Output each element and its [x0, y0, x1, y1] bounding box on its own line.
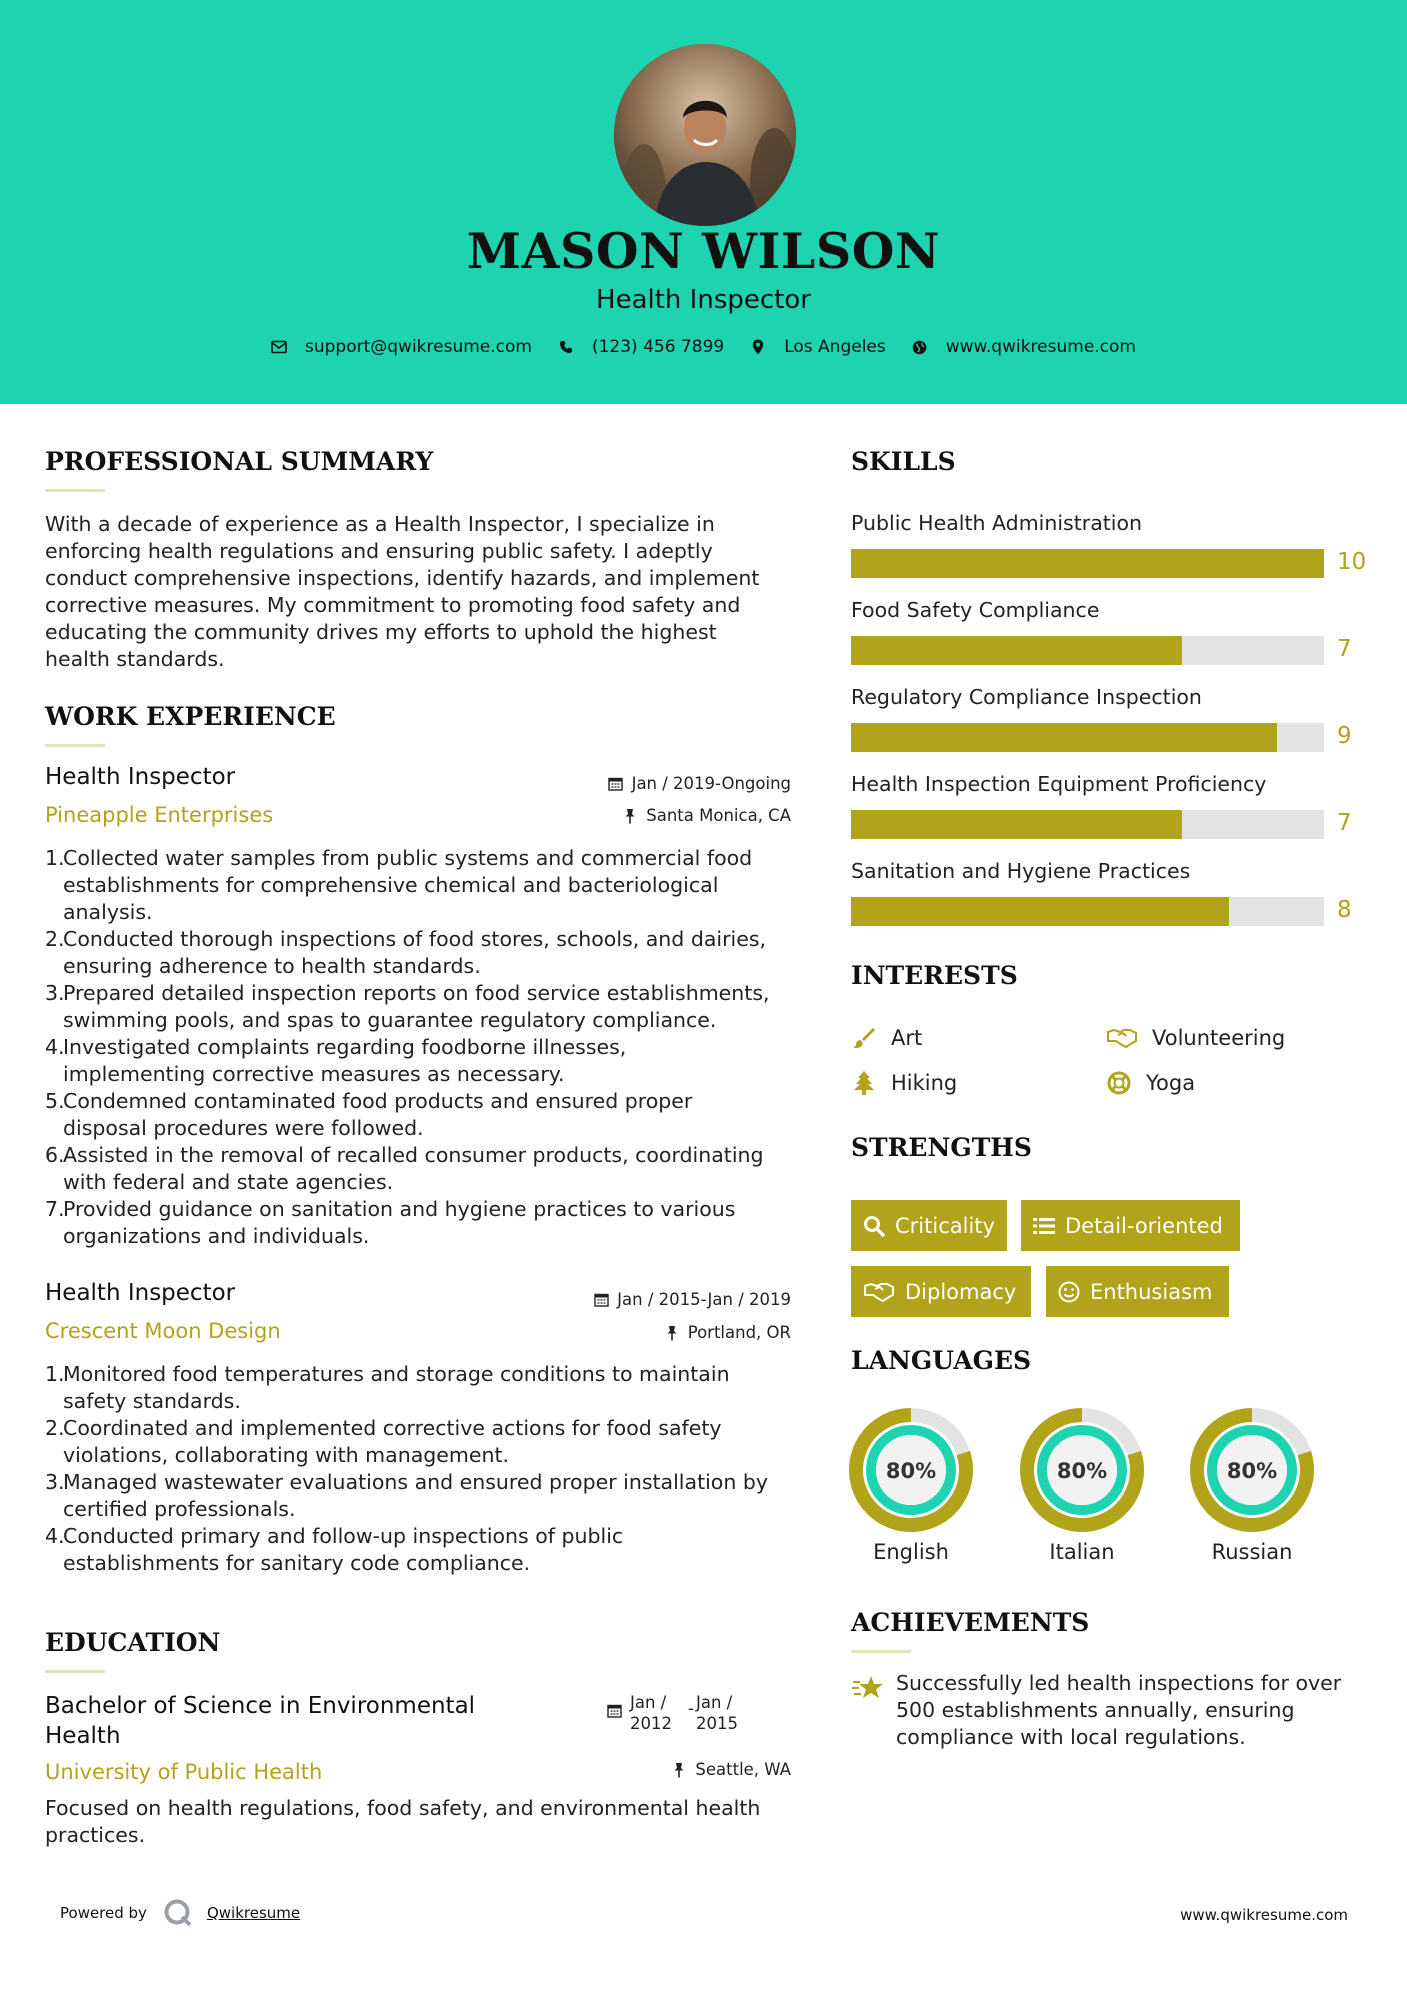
education-location-text: Seattle, WA — [695, 1760, 791, 1779]
achievement-text: Successfully led health inspections for over 500 establishments annually, ensuring compliance with local regulations. — [896, 1671, 1342, 1749]
handshake-icon — [863, 1281, 895, 1303]
skill-bar — [851, 897, 1324, 926]
list-item: 5. Condemned contaminated food products and ensured proper disposal procedures were followed. — [45, 1089, 693, 1140]
language-name: Italian — [1049, 1540, 1115, 1564]
skill-name: Health Inspection Equipment Proficiency — [851, 772, 1267, 796]
envelope-icon — [271, 339, 287, 355]
profile-photo — [614, 44, 796, 226]
job-location-text: Portland, OR — [687, 1323, 791, 1342]
location-text: Los Angeles — [784, 337, 886, 357]
qwikresume-logo-icon — [163, 1898, 193, 1928]
email-text: support@qwikresume.com — [305, 337, 532, 357]
job-dates — [593, 1290, 791, 1309]
pushpin-icon — [664, 1325, 680, 1341]
skill-value: 7 — [1337, 636, 1352, 662]
list-icon — [1033, 1215, 1055, 1237]
language-donut — [849, 1408, 973, 1532]
language-italian — [1020, 1408, 1144, 1564]
language-english — [849, 1408, 973, 1564]
interest-art: Art — [851, 1025, 922, 1051]
skill-value: 7 — [1337, 810, 1352, 836]
calendar-icon — [606, 1702, 622, 1718]
list-item: 2. Coordinated and implemented corrective actions for food safety violations, collaborating with management. — [45, 1416, 722, 1467]
education-description: Focused on health regulations, food safety, and environmental health practices. — [45, 1796, 761, 1847]
contact-phone[interactable] — [558, 337, 724, 357]
list-item: 3. Prepared detailed inspection reports on food service establishments, swimming pools, and spas to guarantee regulatory compliance. — [45, 981, 770, 1032]
job-location — [664, 1323, 791, 1342]
skill-name: Food Safety Compliance — [851, 598, 1100, 622]
language-donut — [1190, 1408, 1314, 1532]
job-dates — [608, 774, 791, 793]
education-dates — [606, 1692, 738, 1734]
strength-enthusiasm: Enthusiasm — [1046, 1266, 1229, 1317]
strength-detail-oriented: Detail-oriented — [1021, 1200, 1240, 1251]
skill-bar — [851, 549, 1324, 578]
language-russian — [1190, 1408, 1314, 1564]
website-text: www.qwikresume.com — [945, 337, 1136, 357]
handshake-icon — [1106, 1025, 1138, 1051]
contact-website[interactable] — [912, 337, 1136, 357]
contact-email[interactable] — [271, 337, 532, 357]
list-item: 1. Monitored food temperatures and storage conditions to maintain safety standards. — [45, 1362, 730, 1413]
education-location — [671, 1760, 791, 1779]
strength-diplomacy: Diplomacy — [851, 1266, 1031, 1317]
skill-bar — [851, 636, 1324, 665]
summary-line: health standards. — [45, 647, 225, 671]
summary-line: enforcing health regulations and ensuring public safety. I adeptly — [45, 539, 713, 563]
interest-volunteering: Volunteering — [1106, 1025, 1285, 1051]
list-item: 6. Assisted in the removal of recalled consumer products, coordinating with federal and state agencies. — [45, 1143, 764, 1194]
date-separator: - — [688, 1699, 694, 1718]
footer-powered-by — [60, 1898, 300, 1928]
calendar-icon — [608, 776, 624, 792]
skill-name: Sanitation and Hygiene Practices — [851, 859, 1191, 883]
list-item: 4. Investigated complaints regarding foodborne illnesses, implementing corrective measures as necessary. — [45, 1035, 627, 1086]
skill-value: 10 — [1337, 549, 1367, 575]
list-item: 1. Collected water samples from public systems and commercial food establishments for comprehensive chemical and bacteriological analysis. — [45, 846, 753, 924]
skill-bar-fill — [851, 549, 1324, 578]
calendar-icon — [593, 1292, 609, 1308]
degree-title: Bachelor of Science in Environmental Health — [45, 1693, 476, 1749]
candidate-name: MASON WILSON — [466, 222, 941, 280]
skill-bar — [851, 723, 1324, 752]
job-company: Pineapple Enterprises — [45, 803, 274, 827]
phone-icon — [558, 339, 574, 355]
smile-icon — [1058, 1281, 1080, 1303]
job-dates-text: Jan / 2015-Jan / 2019 — [617, 1290, 791, 1309]
skill-value: 8 — [1337, 897, 1352, 923]
summary-heading: PROFESSIONAL SUMMARY — [45, 447, 434, 476]
experience-heading: WORK EXPERIENCE — [45, 702, 336, 731]
job-location-text: Santa Monica, CA — [646, 806, 791, 825]
job-title: Health Inspector — [45, 764, 236, 790]
language-name: English — [873, 1540, 949, 1564]
skill-bar-fill — [851, 723, 1277, 752]
job-company: Crescent Moon Design — [45, 1319, 281, 1343]
qwikresume-link[interactable]: Qwikresume — [206, 1904, 301, 1922]
job-dates-text: Jan / 2019-Ongoing — [631, 774, 791, 793]
search-icon — [863, 1215, 885, 1237]
skill-bar-fill — [851, 897, 1229, 926]
summary-line: corrective measures. My commitment to promoting food safety and — [45, 593, 741, 617]
skill-value: 9 — [1337, 723, 1352, 749]
list-item: 2. Conducted thorough inspections of food stores, schools, and dairies, ensuring adherence to health standards. — [45, 927, 767, 978]
languages-heading: LANGUAGES — [851, 1346, 1032, 1375]
pushpin-icon — [671, 1762, 687, 1778]
skill-bar-fill — [851, 810, 1182, 839]
lifering-icon — [1106, 1070, 1132, 1096]
pushpin-icon — [622, 808, 638, 824]
skill-name: Regulatory Compliance Inspection — [851, 685, 1202, 709]
language-name: Russian — [1211, 1540, 1293, 1564]
job-duties-list — [45, 845, 805, 1250]
experience-underline — [45, 744, 105, 747]
summary-line: conduct comprehensive inspections, identify hazards, and implement — [45, 566, 760, 590]
summary-underline — [45, 489, 105, 492]
interests-heading: INTERESTS — [851, 961, 1018, 990]
school-name: University of Public Health — [45, 1760, 323, 1784]
summary-text — [45, 511, 805, 673]
tree-icon — [851, 1070, 877, 1096]
skill-bar — [851, 810, 1324, 839]
map-pin-icon — [750, 339, 766, 355]
achievements-heading: ACHIEVEMENTS — [851, 1608, 1090, 1637]
summary-line: educating the community drives my efforts to uphold the highest — [45, 620, 717, 644]
language-donut — [1020, 1408, 1144, 1532]
interest-yoga: Yoga — [1106, 1070, 1195, 1096]
language-percent: 80% — [1226, 1459, 1278, 1483]
skills-heading: SKILLS — [851, 447, 956, 476]
strength-criticality: Criticality — [851, 1200, 1007, 1251]
job-title: Health Inspector — [45, 1280, 236, 1306]
powered-by-label: Powered by — [60, 1904, 147, 1922]
star-badge-icon — [851, 1674, 885, 1704]
footer-website[interactable]: www.qwikresume.com — [1180, 1906, 1348, 1924]
language-percent: 80% — [1056, 1459, 1108, 1483]
achievements-underline — [851, 1650, 911, 1653]
education-start: Jan / 2012 — [630, 1693, 672, 1733]
list-item: 7. Provided guidance on sanitation and hygiene practices to various organizations and individuals. — [45, 1197, 736, 1248]
contact-location — [750, 337, 886, 357]
globe-icon — [912, 339, 928, 355]
list-item: 4. Conducted primary and follow-up inspections of public establishments for sanitary code compliance. — [45, 1524, 624, 1575]
job-location — [622, 806, 791, 825]
candidate-title: Health Inspector — [596, 285, 811, 315]
job-duties-list — [45, 1361, 805, 1577]
skill-bar-fill — [851, 636, 1182, 665]
skill-name: Public Health Administration — [851, 511, 1143, 535]
summary-line: With a decade of experience as a Health Inspector, I specialize in — [45, 512, 715, 536]
education-end: Jan / 2015 — [695, 1693, 738, 1733]
header — [0, 0, 1407, 404]
strengths-heading: STRENGTHS — [851, 1133, 1032, 1162]
interest-hiking: Hiking — [851, 1070, 957, 1096]
paintbrush-icon — [851, 1025, 877, 1051]
education-heading: EDUCATION — [45, 1628, 221, 1657]
phone-text: (123) 456 7899 — [591, 337, 725, 357]
list-item: 3. Managed wastewater evaluations and ensured proper installation by certified professionals. — [45, 1470, 768, 1521]
language-percent: 80% — [885, 1459, 937, 1483]
contact-bar — [0, 337, 1407, 357]
education-underline — [45, 1670, 105, 1673]
